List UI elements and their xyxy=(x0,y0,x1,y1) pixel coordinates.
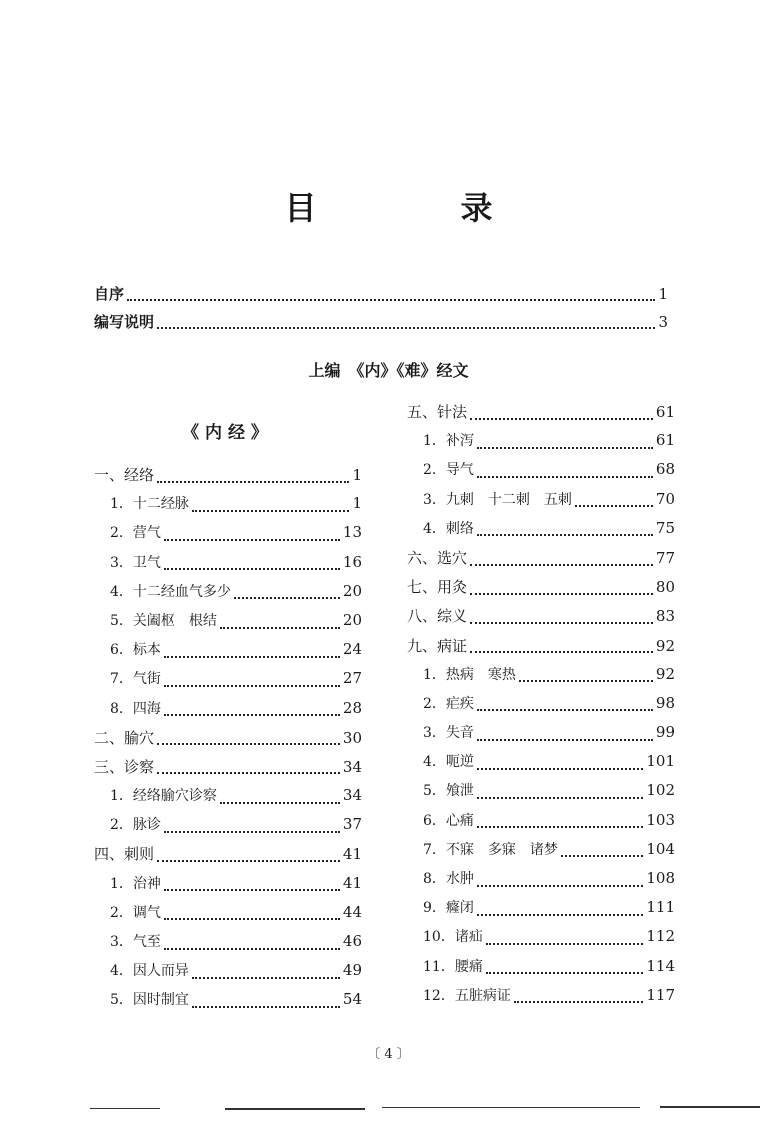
leader-dots xyxy=(477,885,643,887)
toc-entry-page: 68 xyxy=(655,460,675,479)
toc-entry-page: 44 xyxy=(342,902,362,921)
toc-right-column xyxy=(407,401,675,1014)
toc-entry[interactable] xyxy=(407,664,675,693)
toc-entry-label: 三、诊察 xyxy=(94,757,155,776)
toc-entry-notes[interactable] xyxy=(94,311,668,339)
toc-entry[interactable] xyxy=(407,926,675,955)
leader-dots xyxy=(164,948,340,950)
toc-entry-page: 104 xyxy=(646,839,675,858)
toc-entry-label: 五、针法 xyxy=(407,403,468,421)
toc-entry-preface[interactable] xyxy=(94,283,668,311)
toc-entry[interactable] xyxy=(94,639,362,668)
toc-entry-label: 六、选穴 xyxy=(407,548,468,567)
section-heading: 上编 《内》《难》经文 xyxy=(308,361,469,380)
leader-dots xyxy=(575,505,653,507)
toc-entry-page: 41 xyxy=(342,873,362,892)
toc-entry-label: 2．导气 xyxy=(423,462,474,479)
toc-entry-page: 41 xyxy=(342,845,362,864)
scan-edge-line xyxy=(90,1108,160,1109)
leader-dots xyxy=(164,656,340,658)
toc-entry-label: 11．腰痛 xyxy=(423,958,483,975)
toc-entry[interactable] xyxy=(407,401,675,430)
toc-entry-page: 98 xyxy=(655,693,675,712)
toc-entry-page: 46 xyxy=(342,932,362,950)
toc-entry-label: 二、腧穴 xyxy=(94,728,155,747)
toc-entry[interactable] xyxy=(94,493,362,522)
toc-entry-label: 4．刺络 xyxy=(423,520,474,537)
toc-entry-label: 八、综义 xyxy=(407,607,468,626)
toc-entry[interactable] xyxy=(407,576,675,605)
page-number: 〔 4 〕 xyxy=(367,1047,410,1062)
leader-dots xyxy=(157,772,340,774)
leader-dots xyxy=(514,1001,644,1003)
toc-entry-label: 四、刺则 xyxy=(94,845,155,864)
sub-heading: 《 内 经 》 xyxy=(182,423,268,443)
leader-dots xyxy=(470,564,653,566)
toc-entry[interactable] xyxy=(94,960,362,989)
toc-entry[interactable] xyxy=(407,547,675,576)
toc-entry[interactable] xyxy=(407,722,675,751)
toc-entry-label: 1．补泻 xyxy=(423,433,474,450)
toc-entry-page: 108 xyxy=(646,869,675,887)
leader-dots xyxy=(470,651,653,653)
toc-entry-label: 5．因时制宜 xyxy=(110,992,189,1009)
toc-entry-page: 37 xyxy=(342,815,362,834)
toc-entry-label: 6．标本 xyxy=(110,642,161,659)
toc-entry[interactable] xyxy=(407,868,675,897)
toc-left-column xyxy=(94,464,362,1019)
toc-entry-label: 5．飧泄 xyxy=(423,783,474,800)
leader-dots xyxy=(477,709,653,711)
leader-dots xyxy=(164,918,340,920)
toc-entry-label: 10．诸疝 xyxy=(423,929,483,946)
toc-entry[interactable] xyxy=(407,810,675,839)
toc-entry-label: 3．卫气 xyxy=(110,554,161,571)
toc-entry[interactable] xyxy=(407,956,675,985)
toc-entry-page: 27 xyxy=(342,669,362,688)
toc-entry[interactable] xyxy=(94,727,362,756)
toc-entry[interactable] xyxy=(94,464,362,493)
toc-entry-page: 1 xyxy=(658,285,668,303)
toc-entry-page: 30 xyxy=(342,728,362,747)
leader-dots xyxy=(234,597,340,599)
toc-entry[interactable] xyxy=(94,668,362,697)
leader-dots xyxy=(519,680,653,682)
toc-entry-label: 5．关阖枢 根结 xyxy=(110,612,217,629)
toc-entry[interactable] xyxy=(94,581,362,610)
toc-entry-page: 1 xyxy=(352,494,362,513)
toc-entry[interactable] xyxy=(407,693,675,722)
toc-entry-page: 34 xyxy=(342,786,362,805)
toc-entry-page: 49 xyxy=(342,961,362,980)
toc-entry[interactable] xyxy=(407,635,675,664)
toc-entry-label: 2．疟疾 xyxy=(423,695,474,712)
leader-dots xyxy=(157,481,349,483)
toc-entry-label: 8．水肿 xyxy=(423,871,474,887)
toc-entry-page: 103 xyxy=(646,810,675,829)
leader-dots xyxy=(477,797,643,799)
toc-entry-page: 34 xyxy=(342,757,362,776)
toc-entry-label: 2．营气 xyxy=(110,525,161,542)
toc-entry-page: 20 xyxy=(342,610,362,629)
toc-entry[interactable] xyxy=(407,489,675,518)
leader-dots xyxy=(486,943,644,945)
toc-entry-label: 1．十二经脉 xyxy=(110,496,189,513)
toc-entry[interactable] xyxy=(94,843,362,872)
leader-dots xyxy=(127,299,655,301)
toc-entry-page: 1 xyxy=(352,466,362,484)
toc-entry[interactable] xyxy=(407,518,675,547)
toc-entry[interactable] xyxy=(407,839,675,868)
toc-entry[interactable] xyxy=(407,985,675,1014)
leader-dots xyxy=(477,826,643,828)
leader-dots xyxy=(164,539,340,541)
toc-entry-label: 4．十二经血气多少 xyxy=(110,583,231,600)
toc-entry[interactable] xyxy=(94,873,362,902)
toc-entry[interactable] xyxy=(94,610,362,639)
leader-dots xyxy=(192,1006,340,1008)
leader-dots xyxy=(477,447,653,449)
toc-entry-label: 1．治神 xyxy=(110,875,161,892)
toc-entry-label: 4．呃逆 xyxy=(423,754,474,771)
toc-entry-label: 七、用灸 xyxy=(407,578,468,597)
toc-entry-page: 114 xyxy=(646,956,675,975)
toc-entry[interactable] xyxy=(407,459,675,488)
leader-dots xyxy=(164,568,340,570)
toc-entry[interactable] xyxy=(407,780,675,809)
leader-dots xyxy=(164,685,340,687)
leader-dots xyxy=(157,327,655,329)
toc-entry-label: 3．失音 xyxy=(423,725,474,742)
toc-entry-page: 3 xyxy=(658,313,668,331)
toc-entry-page: 99 xyxy=(655,723,675,742)
toc-entry-label: 7．不寐 多寐 诸梦 xyxy=(423,841,558,858)
leader-dots xyxy=(470,418,653,420)
toc-entry-label: 2．调气 xyxy=(110,904,161,921)
toc-entry-page: 83 xyxy=(655,607,675,626)
leader-dots xyxy=(470,622,653,624)
toc-entry-label: 7．气街 xyxy=(110,671,161,688)
toc-entry-page: 102 xyxy=(646,781,675,800)
toc-entry-page: 20 xyxy=(342,581,362,600)
leader-dots xyxy=(192,510,350,512)
leader-dots xyxy=(157,743,340,745)
toc-entry-label: 12．五脏病证 xyxy=(423,987,511,1004)
top-entries xyxy=(94,283,668,339)
toc-entry[interactable] xyxy=(94,902,362,931)
leader-dots xyxy=(477,534,653,536)
leader-dots xyxy=(164,889,340,891)
toc-entry[interactable] xyxy=(94,814,362,843)
toc-entry-page: 92 xyxy=(655,664,675,683)
toc-entry-label: 9．癃闭 xyxy=(423,900,474,917)
toc-entry-label: 1．经络腧穴诊察 xyxy=(110,788,217,805)
toc-entry-page: 24 xyxy=(342,640,362,659)
toc-entry-page: 112 xyxy=(646,927,675,946)
leader-dots xyxy=(477,739,653,741)
toc-entry[interactable] xyxy=(94,785,362,814)
leader-dots xyxy=(561,855,643,857)
leader-dots xyxy=(477,914,643,916)
leader-dots xyxy=(157,860,340,862)
toc-entry-label: 一、经络 xyxy=(94,466,155,484)
scan-edge-line xyxy=(225,1108,365,1110)
toc-entry-page: 54 xyxy=(342,990,362,1009)
toc-entry-page: 75 xyxy=(655,518,675,537)
toc-entry-label: 4．因人而异 xyxy=(110,963,189,980)
leader-dots xyxy=(164,714,340,716)
toc-entry[interactable] xyxy=(407,897,675,926)
toc-entry[interactable] xyxy=(94,698,362,727)
toc-entry-page: 92 xyxy=(655,636,675,655)
toc-entry-label: 3．九刺 十二刺 五刺 xyxy=(423,491,572,508)
leader-dots xyxy=(220,627,340,629)
leader-dots xyxy=(477,768,643,770)
toc-entry-page: 13 xyxy=(342,523,362,542)
toc-entry-label: 九、病证 xyxy=(407,636,468,655)
toc-entry-label: 6．心痛 xyxy=(423,812,474,829)
toc-entry-page: 77 xyxy=(655,548,675,567)
scan-edge-line xyxy=(660,1106,760,1108)
leader-dots xyxy=(192,977,340,979)
toc-entry-page: 117 xyxy=(646,985,675,1004)
toc-entry[interactable] xyxy=(94,931,362,960)
toc-entry-page: 61 xyxy=(655,403,675,421)
toc-entry[interactable] xyxy=(94,522,362,551)
toc-entry-page: 28 xyxy=(342,698,362,717)
toc-entry-page: 80 xyxy=(655,578,675,597)
leader-dots xyxy=(220,802,340,804)
scan-edge-line xyxy=(382,1107,640,1108)
toc-entry-page: 61 xyxy=(655,431,675,450)
toc-entry-page: 101 xyxy=(646,752,675,771)
toc-entry-label: 自序 xyxy=(94,285,125,303)
toc-entry[interactable] xyxy=(94,552,362,581)
leader-dots xyxy=(486,972,644,974)
toc-entry[interactable] xyxy=(407,751,675,780)
toc-entry-label: 3．气至 xyxy=(110,934,161,950)
leader-dots xyxy=(470,593,653,595)
toc-entry[interactable] xyxy=(407,605,675,634)
toc-entry-label: 1．热病 寒热 xyxy=(423,666,516,683)
page-title: 目 录 xyxy=(284,189,549,227)
toc-entry[interactable] xyxy=(407,430,675,459)
toc-entry-label: 8．四海 xyxy=(110,700,161,717)
toc-entry[interactable] xyxy=(94,756,362,785)
leader-dots xyxy=(477,476,653,478)
toc-entry-label: 2．脉诊 xyxy=(110,817,161,834)
toc-entry-page: 16 xyxy=(342,552,362,571)
leader-dots xyxy=(164,831,340,833)
toc-entry-page: 111 xyxy=(646,898,675,917)
toc-entry-label: 编写说明 xyxy=(94,313,155,331)
toc-entry[interactable] xyxy=(94,989,362,1018)
toc-entry-page: 70 xyxy=(655,489,675,508)
